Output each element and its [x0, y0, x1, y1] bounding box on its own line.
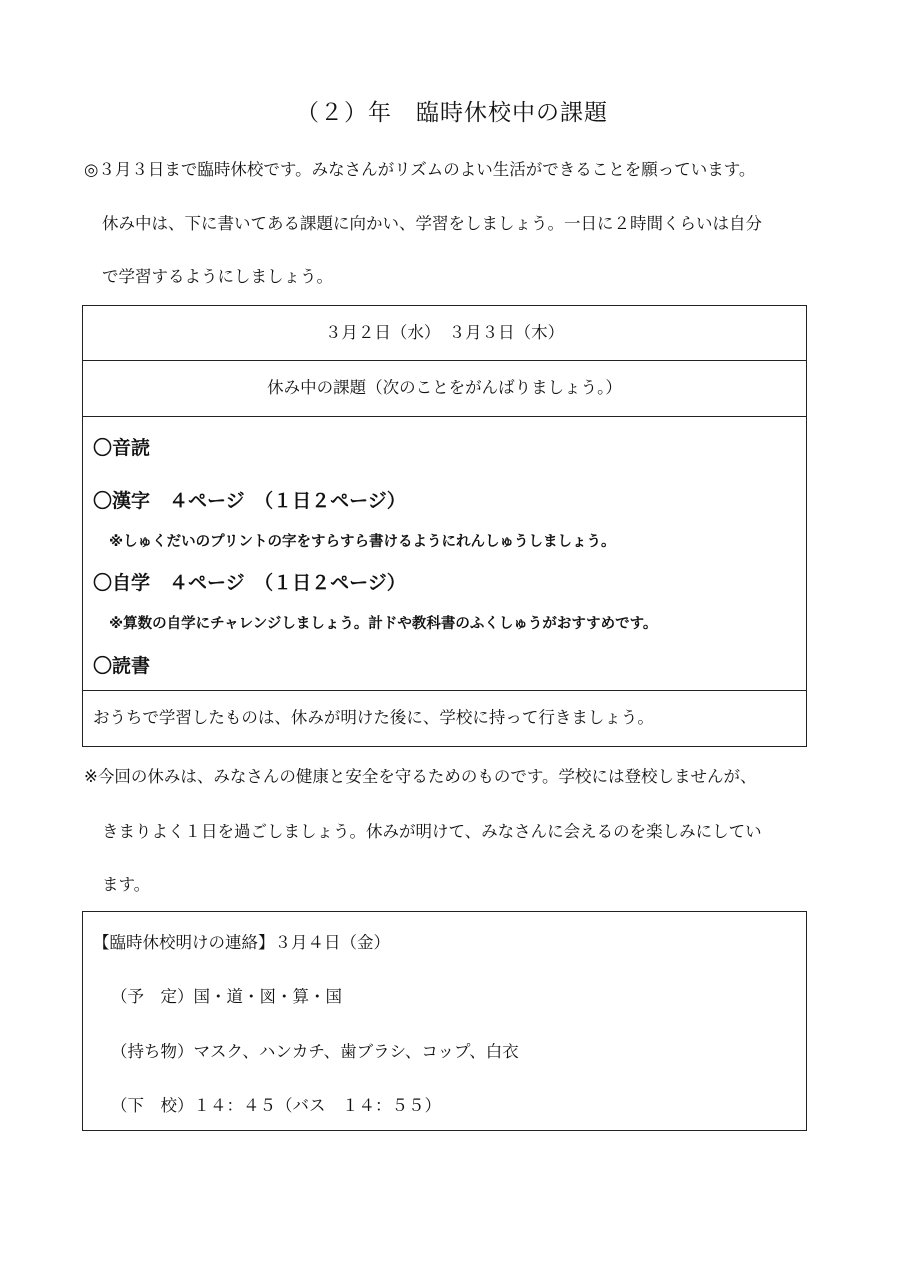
- schedule-box: [82, 305, 807, 747]
- page-title: （２）年 臨時休校中の課題: [296, 100, 608, 126]
- contact-heading: 【臨時休校明けの連絡】３月４日（金）: [93, 933, 390, 952]
- schedule-dates-text: ３月２日（水） ３月３日（木）: [324, 323, 565, 342]
- task-ondoku: 〇音読: [93, 437, 151, 459]
- schedule-heading: [83, 361, 806, 417]
- contact-schedule: （予 定）国・道・図・算・国: [111, 987, 342, 1006]
- task-jigaku-note: ※算数の自学にチャレンジしましょう。計ドや教科書のふくしゅうがおすすめです。: [109, 616, 658, 632]
- schedule-footer-text: おうちで学習したものは、休みが明けた後に、学校に持って行きましょう。: [93, 708, 654, 727]
- intro-line-1: ◎３月３日まで臨時休校です。みなさんがリズムのよい生活ができることを願っています。: [84, 160, 756, 179]
- notice-line-3: ます。: [102, 875, 151, 894]
- task-kanji-note: ※しゅくだいのプリントの字をすらすら書けるようにれんしゅうしましょう。: [109, 534, 616, 550]
- notice-line-2: きまりよく１日を過ごしましょう。休みが明けて、みなさんに会えるのを楽しみにしてい: [102, 822, 762, 841]
- notice-line-1: ※今回の休みは、みなさんの健康と安全を守るためのものです。学校には登校しませんが、: [84, 767, 757, 786]
- intro-line-2: 休み中は、下に書いてある課題に向かい、学習をしましょう。一日に２時間くらいは自分: [102, 214, 762, 233]
- task-jigaku: 〇自学 ４ページ （１日２ページ）: [93, 572, 406, 594]
- contact-dismissal: （下 校）１４：４５（バス １４：５５）: [111, 1096, 441, 1115]
- schedule-heading-text: 休み中の課題（次のことをがんばりましょう。）: [267, 378, 622, 397]
- contact-box: [82, 911, 807, 1131]
- task-dokusho: 〇読書: [93, 655, 151, 677]
- schedule-footer: [83, 691, 806, 746]
- schedule-dates: [83, 306, 806, 361]
- contact-belongings: （持ち物）マスク、ハンカチ、歯ブラシ、コップ、白衣: [111, 1042, 519, 1061]
- task-list: [83, 417, 806, 691]
- intro-line-3: で学習するようにしましょう。: [102, 267, 333, 286]
- task-kanji: 〇漢字 ４ページ （１日２ページ）: [93, 490, 406, 512]
